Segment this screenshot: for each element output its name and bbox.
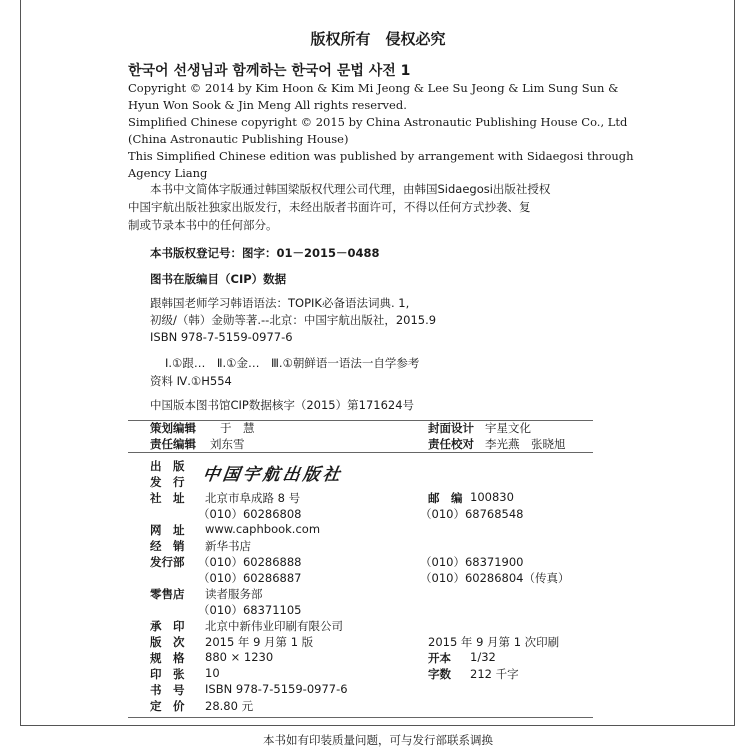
phone-2: （010）68768548 bbox=[420, 507, 524, 521]
printer: 北京中新伟业印刷有限公司 bbox=[205, 619, 343, 633]
address-label: 社 址 bbox=[150, 491, 185, 505]
words-label: 字数 bbox=[428, 667, 451, 681]
postcode-label: 邮 编 bbox=[428, 491, 463, 505]
planning-editor: 于 慧 bbox=[220, 421, 255, 435]
cip-class-line-2: 资料 Ⅳ.①H554 bbox=[150, 374, 232, 388]
copyright-line-4: (China Astronautic Publishing House) bbox=[128, 132, 349, 146]
spec: 880 × 1230 bbox=[205, 650, 274, 664]
dealer-label: 经 销 bbox=[150, 539, 185, 553]
proofreader-label: 责任校对 bbox=[428, 437, 474, 451]
dealer: 新华书店 bbox=[205, 539, 251, 553]
dept-label: 发行部 bbox=[150, 555, 185, 569]
cip-line-3: ISBN 978-7-5159-0977-6 bbox=[150, 330, 293, 344]
dept-phone-right-1: （010）68371900 bbox=[420, 555, 524, 569]
sheets-label: 印 张 bbox=[150, 667, 185, 681]
isbn-label: 书 号 bbox=[150, 683, 185, 697]
spec-label: 规 格 bbox=[150, 651, 185, 665]
copyright-line-3: Simplified Chinese copyright © 2015 by China Astronautic Publishing House Co., Ltd bbox=[128, 115, 628, 129]
edition-label: 版 次 bbox=[150, 635, 185, 649]
responsible-editor: 刘东雪 bbox=[210, 437, 245, 451]
distribute-label: 发 行 bbox=[150, 475, 185, 489]
publisher-divider bbox=[128, 452, 593, 453]
dept-phone-left-2: （010）60286887 bbox=[198, 571, 302, 585]
cip-line-2: 初级/（韩）金勋等著.--北京：中国宇航出版社，2015.9 bbox=[150, 313, 437, 327]
copyright-line-1: Copyright © 2014 by Kim Hoon & Kim Mi Jeong & Lee Su Jeong & Lim Sung Sun & bbox=[128, 81, 619, 95]
retail-label: 零售店 bbox=[150, 587, 185, 601]
cip-heading: 图书在版编目（CIP）数据 bbox=[150, 272, 287, 286]
registration-label: 本书版权登记号：图字： bbox=[150, 246, 277, 260]
price-label: 定 价 bbox=[150, 699, 185, 713]
phone-1: （010）60286808 bbox=[198, 507, 302, 521]
cn-copyright-line-2: 中国宇航出版社独家出版发行，未经出版者书面许可，不得以任何方式抄袭、复 bbox=[128, 200, 531, 214]
copyright-line-2: Hyun Won Sook & Jin Meng All rights reserved. bbox=[128, 98, 407, 112]
format: 1/32 bbox=[470, 650, 496, 664]
rights-reserved-heading: 版权所有 侵权必究 bbox=[310, 30, 446, 48]
cip-verification: 中国版本图书馆CIP数据核字（2015）第171624号 bbox=[150, 398, 415, 412]
korean-original-title: 한국어 선생님과 함께하는 한국어 문법 사전 1 bbox=[128, 63, 411, 79]
registration-number: 01－2015－0488 bbox=[276, 246, 380, 260]
words: 212 千字 bbox=[470, 667, 519, 681]
footer-divider bbox=[128, 717, 593, 718]
publish-label: 出 版 bbox=[150, 459, 185, 473]
dept-phone-right-2: （010）60286804（传真） bbox=[420, 571, 570, 585]
edition: 2015 年 9 月第 1 版 bbox=[205, 635, 314, 649]
cn-copyright-line-3: 制或节录本书中的任何部分。 bbox=[128, 218, 278, 232]
website-label: 网 址 bbox=[150, 523, 185, 537]
sheets: 10 bbox=[205, 666, 220, 680]
proofreader: 李光燕 张晓旭 bbox=[485, 437, 566, 451]
website: www.caphbook.com bbox=[205, 522, 321, 536]
address: 北京市阜成路 8 号 bbox=[205, 491, 301, 505]
format-label: 开本 bbox=[428, 651, 451, 665]
quality-notice: 本书如有印装质量问题，可与发行部联系调换 bbox=[263, 733, 493, 747]
cip-line-1: 跟韩国老师学习韩语语法：TOPIK必备语法词典. 1, bbox=[150, 296, 410, 310]
price: 28.80 元 bbox=[205, 699, 254, 713]
cover-design-label: 封面设计 bbox=[428, 421, 474, 435]
cip-class-line-1: Ⅰ.①跟… Ⅱ.①金… Ⅲ.①朝鲜语一语法一自学参考 bbox=[165, 356, 420, 370]
cn-copyright-line-1: 本书中文简体字版通过韩国梁版权代理公司代理，由韩国Sidaegosi出版社授权 bbox=[150, 182, 551, 196]
retail-phone: （010）68371105 bbox=[198, 603, 302, 617]
dept-phone-left-1: （010）60286888 bbox=[198, 555, 302, 569]
cover-design: 宇星文化 bbox=[485, 421, 531, 435]
registration-line bbox=[150, 244, 380, 262]
retail: 读者服务部 bbox=[205, 587, 263, 601]
copyright-line-5: This Simplified Chinese edition was published by arrangement with Sidaegosi through bbox=[128, 149, 634, 163]
printer-label: 承 印 bbox=[150, 619, 185, 633]
copyright-line-6: Agency Liang bbox=[128, 166, 208, 180]
postcode: 100830 bbox=[470, 490, 514, 504]
printing: 2015 年 9 月第 1 次印刷 bbox=[428, 635, 560, 649]
publisher-logo: 中国宇航出版社 bbox=[201, 465, 345, 485]
planning-editor-label: 策划编辑 bbox=[150, 421, 196, 435]
responsible-editor-label: 责任编辑 bbox=[150, 437, 196, 451]
isbn: ISBN 978-7-5159-0977-6 bbox=[205, 682, 348, 696]
